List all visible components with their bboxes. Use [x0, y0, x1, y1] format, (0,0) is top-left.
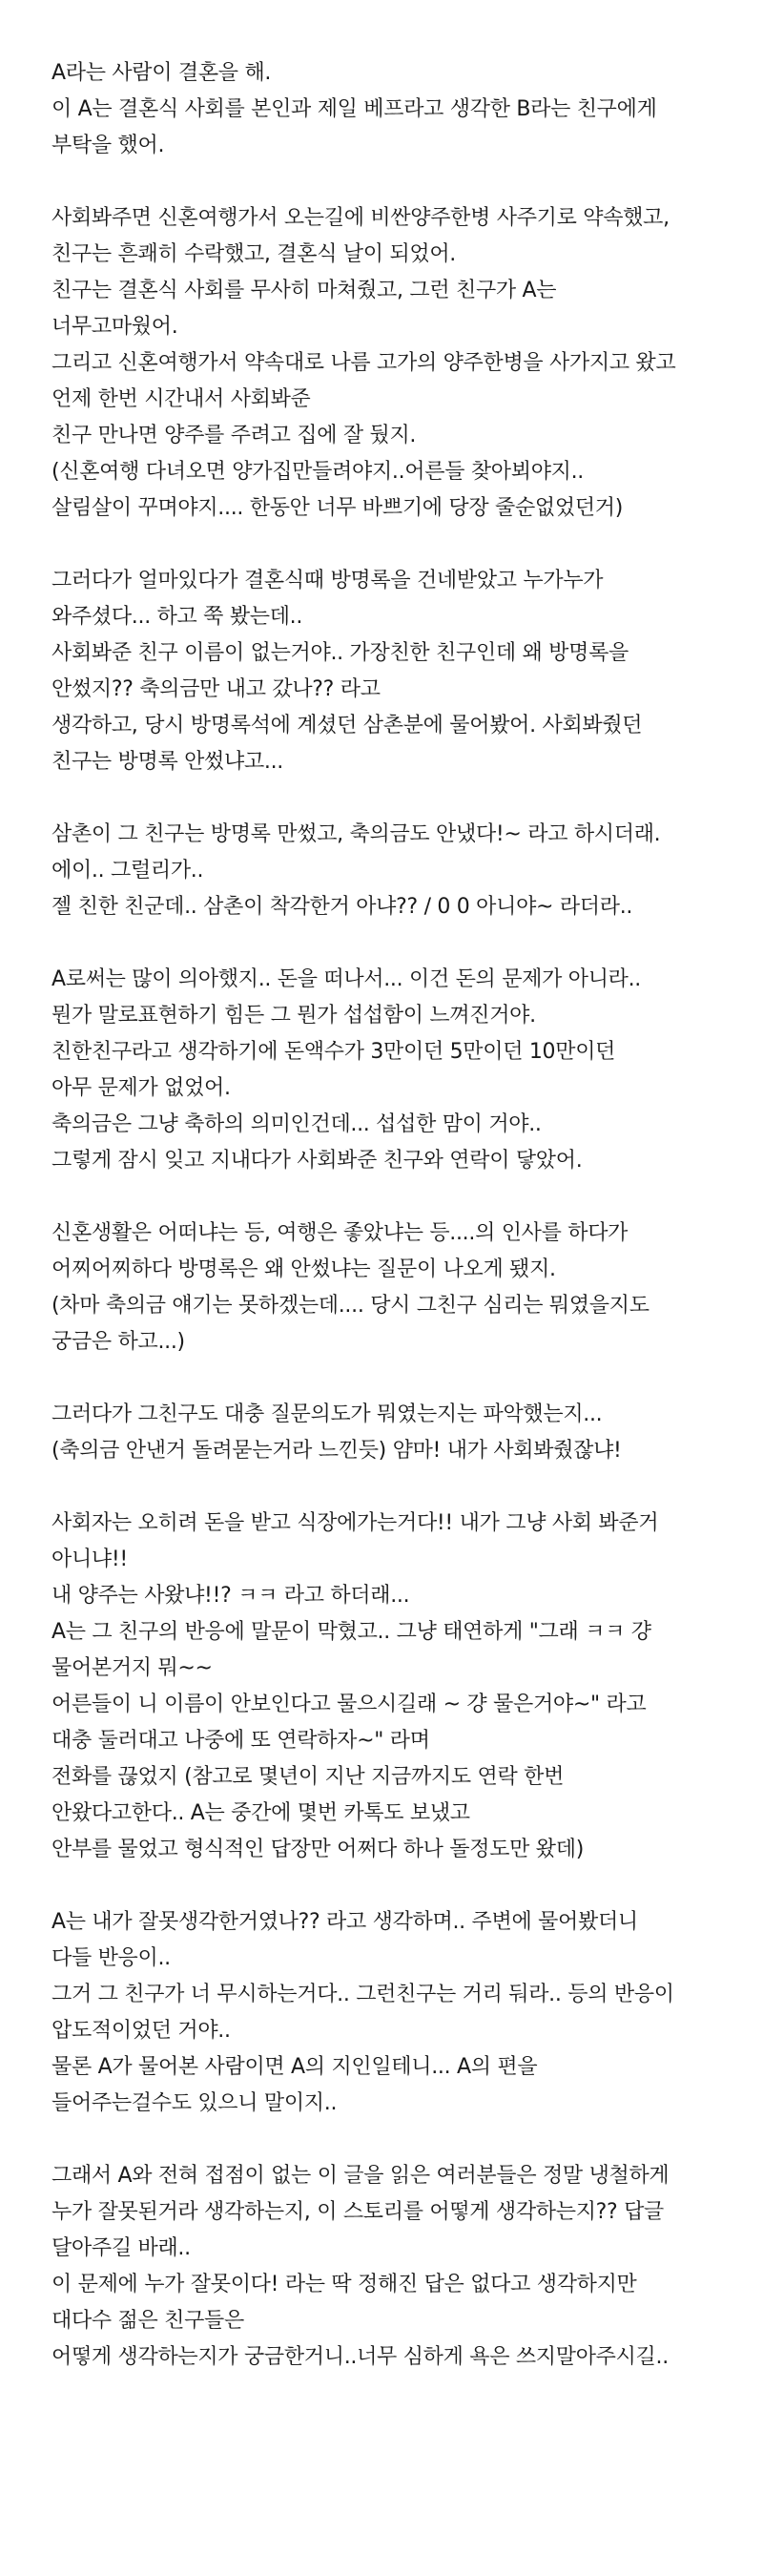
text-line: 친구는 방명록 안썼냐고...: [52, 750, 283, 774]
text-line: 친구 만나면 양주를 주려고 집에 잘 뒀지.: [52, 424, 417, 447]
text-line: 그러다가 얼마있다가 결혼식때 방명록을 건네받았고 누가누가: [52, 569, 604, 592]
text-line: 부탁을 했어.: [52, 134, 165, 157]
text-line: 그러다가 그친구도 대충 질문의도가 뭐였는지는 파악했는지...: [52, 1402, 603, 1426]
text-line: 안왔다고한다.. A는 중간에 몇번 카톡도 보냈고: [52, 1801, 470, 1825]
text-line: 사회봐주면 신혼여행가서 오는길에 비싼양주한병 사주기로 약속했고,: [52, 206, 670, 230]
text-line: 어찌어찌하다 방명록은 왜 안썼냐는 질문이 나오게 됐지.: [52, 1257, 556, 1281]
text-line: (차마 축의금 얘기는 못하겠는데.... 당시 그친구 심리는 뭐였을지도: [52, 1294, 650, 1318]
text-line: 그리고 신혼여행가서 약속대로 나름 고가의 양주한병을 사가지고 왔고: [52, 351, 676, 375]
text-line: 친구는 흔쾌히 수락했고, 결혼식 날이 되었어.: [52, 242, 456, 266]
text-line: 어떻게 생각하는지가 궁금한거니..너무 심하게 욕은 쓰지말아주시길..: [52, 2345, 669, 2369]
text-line: 안부를 물었고 형식적인 답장만 어쩌다 하나 돌정도만 왔데): [52, 1838, 584, 1861]
paragraph: [52, 962, 725, 1179]
text-line: 이 문제에 누가 잘못이다! 라는 딱 정해진 답은 없다고 생각하지만: [52, 2273, 637, 2296]
text-line: 친구는 결혼식 사회를 무사히 마쳐줬고, 그런 친구가 A는: [52, 279, 557, 302]
text-line: 그거 그 친구가 너 무시하는거다.. 그런친구는 거리 둬라.. 등의 반응이: [52, 1983, 674, 2006]
text-line: 전화를 끊었지 (참고로 몇년이 지난 지금까지도 연락 한번: [52, 1765, 565, 1789]
text-line: A라는 사람이 결혼을 해.: [52, 61, 272, 85]
text-line: 달아주길 바래..: [52, 2236, 191, 2260]
paragraph: [52, 55, 725, 164]
paragraph: [52, 200, 725, 527]
text-line: A는 그 친구의 반응에 말문이 막혔고.. 그냥 태연하게 "그래 ㅋㅋ 걍: [52, 1620, 651, 1644]
text-line: 신혼생활은 어떠냐는 등, 여행은 좋았냐는 등....의 인사를 하다가: [52, 1221, 629, 1245]
text-line: 내 양주는 사왔냐!!? ㅋㅋ 라고 하더래...: [52, 1584, 410, 1608]
text-line: A로써는 많이 의아했지.. 돈을 떠나서... 이건 돈의 문제가 아니라..: [52, 967, 641, 991]
text-line: (축의금 안낸거 돌려묻는거라 느낀듯) 얌마! 내가 사회봐줬잖냐!: [52, 1439, 622, 1463]
text-line: 생각하고, 당시 방명록석에 계셨던 삼촌분에 물어봤어. 사회봐줬던: [52, 714, 643, 737]
text-line: 에이.. 그럴리가..: [52, 859, 204, 883]
text-line: 어른들이 니 이름이 안보인다고 물으시길래 ~ 걍 물은거야~" 라고: [52, 1693, 647, 1716]
text-line: 언제 한번 시간내서 사회봐준: [52, 387, 311, 411]
text-line: 축의금은 그냥 축하의 의미인건데... 섭섭한 맘이 거야..: [52, 1112, 542, 1136]
text-line: 젤 친한 친군데.. 삼촌이 착각한거 아냐?? / 0 0 아니야~ 라더라..: [52, 895, 633, 919]
text-line: A는 내가 잘못생각한거였나?? 라고 생각하며.. 주변에 물어봤더니: [52, 1910, 638, 1934]
text-line: 그렇게 잠시 잊고 지내다가 사회봐준 친구와 연락이 닿았어.: [52, 1149, 583, 1173]
text-line: 뭔가 말로표현하기 힘든 그 뭔가 섭섭함이 느껴진거야.: [52, 1004, 536, 1028]
paragraph: [52, 1215, 725, 1361]
text-line: 그래서 A와 전혀 접점이 없는 이 글을 읽은 여러분들은 정말 냉철하게: [52, 2164, 670, 2188]
text-line: 안썼지?? 축의금만 내고 갔나?? 라고: [52, 677, 381, 701]
text-line: 너무고마웠어.: [52, 315, 178, 339]
text-line: 이 A는 결혼식 사회를 본인과 제일 베프라고 생각한 B라는 친구에게: [52, 97, 657, 121]
text-line: 대충 둘러대고 나중에 또 연락하자~" 라며: [52, 1729, 430, 1753]
paragraph: [52, 2158, 725, 2376]
paragraph: [52, 817, 725, 925]
text-line: 아무 문제가 없었어.: [52, 1076, 231, 1100]
text-line: 와주셨다... 하고 쭉 봤는데..: [52, 605, 303, 629]
text-line: 들어주는걸수도 있으니 말이지..: [52, 2091, 338, 2115]
text-line: 아니냐!!: [52, 1548, 128, 1571]
text-line: 궁금은 하고...): [52, 1330, 185, 1354]
text-line: 물론 A가 물어본 사람이면 A의 지인일테니... A의 편을: [52, 2055, 538, 2079]
text-line: (신혼여행 다녀오면 양가집만들려야지..어른들 찾아뵈야지..: [52, 460, 584, 484]
text-line: 다들 반응이..: [52, 1946, 171, 1970]
text-line: 사회자는 오히려 돈을 받고 식장에가는거다!! 내가 그냥 사회 봐준거: [52, 1511, 659, 1535]
text-line: 누가 잘못된거라 생각하는지, 이 스토리를 어떻게 생각하는지?? 답글: [52, 2200, 665, 2224]
text-line: 삼촌이 그 친구는 방명록 만썼고, 축의금도 안냈다!~ 라고 하시더래.: [52, 822, 661, 846]
text-line: 친한친구라고 생각하기에 돈액수가 3만이던 5만이던 10만이던: [52, 1040, 616, 1064]
paragraph: [52, 1904, 725, 2122]
text-line: 압도적이었던 거야..: [52, 2019, 231, 2043]
paragraph: [52, 1397, 725, 1469]
text-line: 물어본거지 뭐~~: [52, 1656, 213, 1680]
text-line: 대다수 젊은 친구들은: [52, 2309, 244, 2333]
text-line: 살림살이 꾸며야지.... 한동안 너무 바쁘기에 당장 줄순없었던거): [52, 496, 624, 520]
paragraph: [52, 1506, 725, 1868]
paragraph: [52, 563, 725, 780]
text-line: 사회봐준 친구 이름이 없는거야.. 가장친한 친구인데 왜 방명록을: [52, 641, 629, 665]
